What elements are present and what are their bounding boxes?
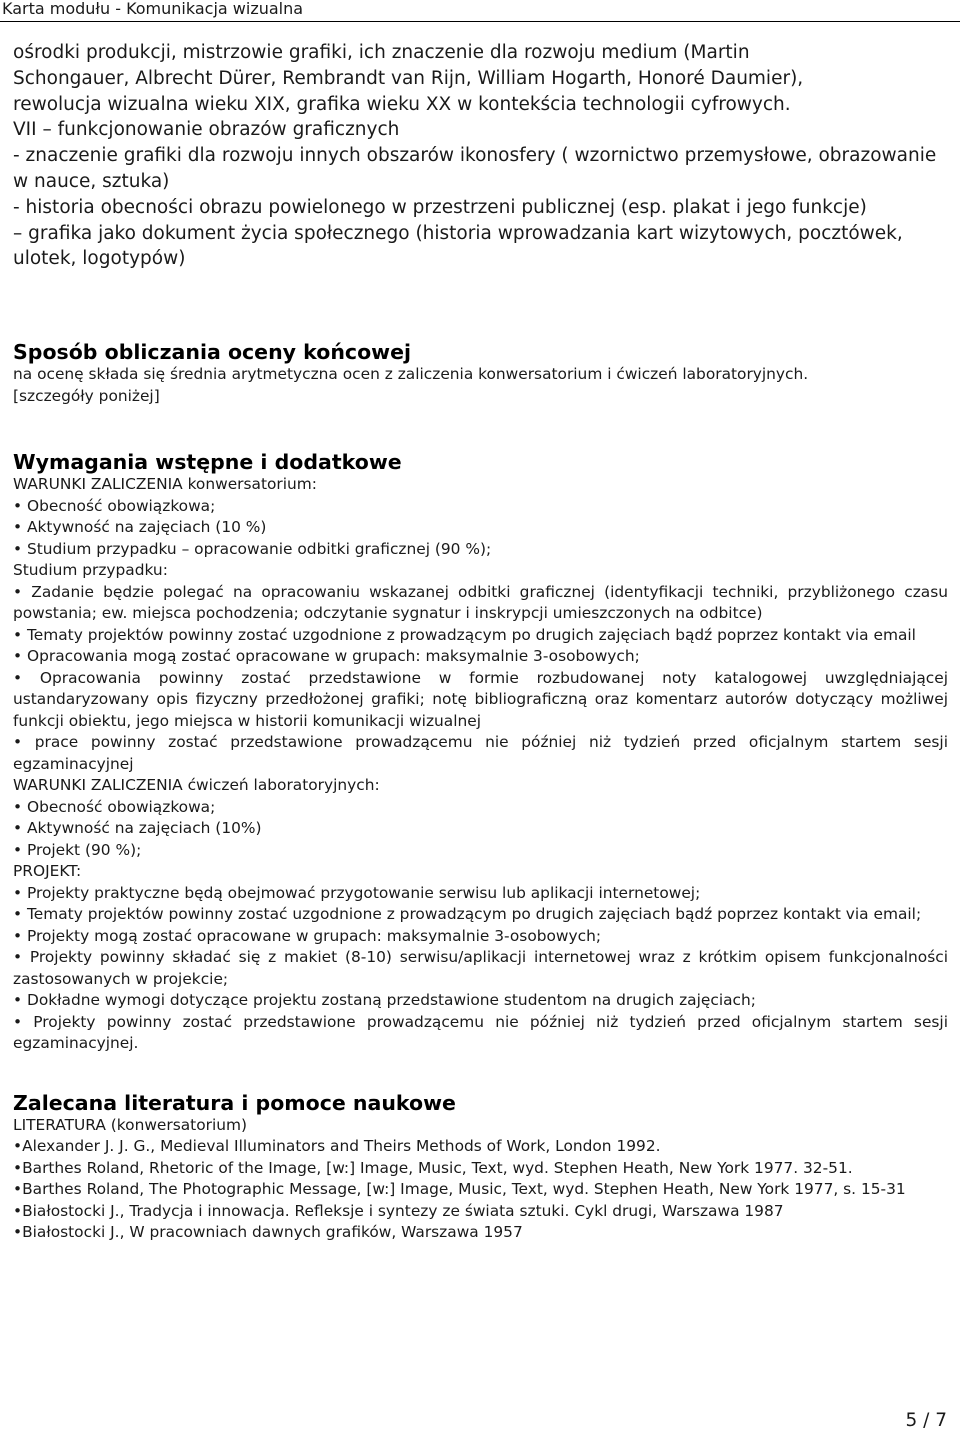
text-line: ośrodki produkcji, mistrzowie grafiki, ich znaczenie dla rozwoju medium (Martin	[13, 42, 750, 63]
list-item: • Projekty powinny składać się z makiet (8-10) serwisu/aplikacji internetowej wraz z krótkim opisem funkcjonalności zastosowanych w projekcie;	[13, 947, 948, 990]
header-title: Karta modułu - Komunikacja wizualna	[2, 0, 304, 18]
subsection-title: Studium przypadku:	[13, 561, 168, 580]
list-item: • Barthes Roland, Rhetoric of the Image, [w:] Image, Music, Text, wyd. Stephen Heath, New York 1977. 32-51.	[13, 1158, 948, 1180]
text-line: na ocenę składa się średnia arytmetyczna ocen z zaliczenia konwersatorium i ćwiczeń laboratoryjnych.	[13, 365, 809, 384]
page-content	[13, 40, 948, 1244]
subsection-title: PROJEKT:	[13, 862, 82, 881]
list-item: • Dokładne wymogi dotyczące projektu zostaną przedstawione studentom na drugich zajęciach;	[13, 990, 948, 1012]
list-item: • Obecność obowiązkowa;	[13, 797, 948, 819]
text-line: - znaczenie grafiki dla rozwoju innych obszarów ikonosfery ( wzornictwo przemysłowe, obrazowanie w nauce, sztuka)	[13, 145, 937, 192]
literature-section	[13, 1091, 948, 1244]
list-item: • Projekt (90 %);	[13, 840, 948, 862]
text-line: - historia obecności obrazu powielonego w przestrzeni publicznej (esp. plakat i jego funkcje)	[13, 196, 867, 218]
text-line: VII – funkcjonowanie obrazów graficznych	[13, 119, 400, 141]
subsection-title: LITERATURA (konwersatorium)	[13, 1115, 247, 1134]
list-item: • Zadanie będzie polegać na opracowaniu wskazanej odbitki graficznej (identyfikacji techniki, przybliżonego czasu powstania; ew. miejsca pochodzenia; odczytanie sygnatur i inskrypcji umieszczonych na odbitce)	[13, 582, 948, 625]
section-heading: Zalecana literatura i pomoce naukowe	[13, 1090, 456, 1115]
list-item: • Projekty mogą zostać opracowane w grupach: maksymalnie 3-osobowych;	[13, 926, 948, 948]
list-item: • Projekty powinny zostać przedstawione prowadzącemu nie później niż tydzień przed oficjalnym startem sesji egzaminacyjnej.	[13, 1012, 948, 1055]
top-paragraph	[13, 40, 948, 272]
list-item: • Tematy projektów powinny zostać uzgodnione z prowadzącym po drugich zajęciach bądź poprzez kontakt via email	[13, 625, 948, 647]
subsection-title: WARUNKI ZALICZENIA konwersatorium:	[13, 475, 317, 494]
list-item: • Barthes Roland, The Photographic Message, [w:] Image, Music, Text, wyd. Stephen Heath, New York 1977, s. 15-31	[13, 1179, 948, 1201]
text-line: Schongauer, Albrecht Dürer, Rembrandt van Rijn, William Hogarth, Honoré Daumier),	[13, 67, 804, 89]
text-line: rewolucja wizualna wieku XIX, grafika wieku XX w kontekścia technologii cyfrowych.	[13, 93, 791, 115]
list-item: • Aktywność na zajęciach (10%)	[13, 818, 948, 840]
requirements-section	[13, 450, 948, 1055]
list-item: • Obecność obowiązkowa;	[13, 496, 948, 518]
list-item: • Tematy projektów powinny zostać uzgodnione z prowadzącym po drugich zajęciach bądź poprzez kontakt via email;	[13, 904, 948, 926]
list-item: • Projekty praktyczne będą obejmować przygotowanie serwisu lub aplikacji internetowej;	[13, 883, 948, 905]
section-heading: Wymagania wstępne i dodatkowe	[13, 450, 402, 475]
subsection-title: WARUNKI ZALICZENIA ćwiczeń laboratoryjnych:	[13, 776, 380, 795]
grading-section	[13, 340, 948, 407]
list-item: • Białostocki J., Tradycja i innowacja. Refleksje i syntezy ze świata sztuki. Cykl drugi, Warszawa 1987	[13, 1201, 948, 1223]
page-number: 5 / 7	[905, 1410, 947, 1431]
page-header	[0, 0, 960, 22]
list-item: • Opracowania powinny zostać przedstawione w formie rozbudowanej noty katalogowej uwzględniającej ustandaryzowany opis fizyczny przedłożonej grafiki; notę bibliograficzną oraz komentarz autorów dotyczący możliwej funkcji obiektu, jego miejsca w historii komunikacji wizualnej	[13, 668, 948, 733]
list-item: • Białostocki J., W pracowniach dawnych grafików, Warszawa 1957	[13, 1222, 948, 1244]
list-item: • Studium przypadku – opracowanie odbitki graficznej (90 %);	[13, 539, 948, 561]
list-item: • Alexander J. J. G., Medieval Illuminators and Theirs Methods of Work, London 1992.	[13, 1136, 948, 1158]
text-line: [szczegóły poniżej]	[13, 386, 160, 405]
list-item: • Opracowania mogą zostać opracowane w grupach: maksymalnie 3-osobowych;	[13, 646, 948, 668]
text-line: – grafika jako dokument życia społecznego (historia wprowadzania kart wizytowych, pocztówek, ulotek, logotypów)	[13, 222, 903, 270]
section-heading: Sposób obliczania oceny końcowej	[13, 340, 412, 365]
list-item: • prace powinny zostać przedstawione prowadzącemu nie później niż tydzień przed oficjalnym startem sesji egzaminacyjnej	[13, 732, 948, 775]
list-item: • Aktywność na zajęciach (10 %)	[13, 517, 948, 539]
